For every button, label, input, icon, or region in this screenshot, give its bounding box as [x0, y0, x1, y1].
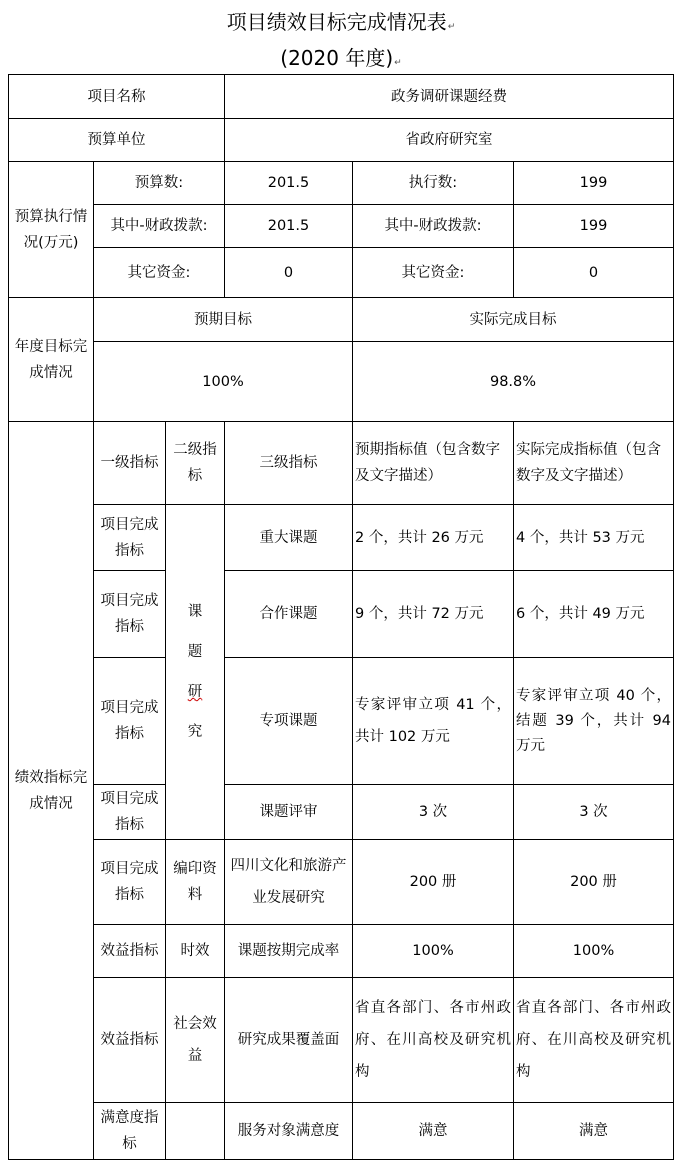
- level3-cell: 四川文化和旅游产业发展研究: [225, 840, 353, 925]
- level1-cell: 满意度指标: [94, 1103, 166, 1160]
- table-row: [9, 342, 674, 422]
- performance-table: [8, 74, 674, 1160]
- level1-cell: 效益指标: [94, 978, 166, 1103]
- research-group-label: [188, 592, 203, 752]
- header-actual: 实际完成指标值（包含数字及文字描述）: [514, 422, 674, 505]
- budget-value: 0: [514, 248, 674, 298]
- level1-cell: 项目完成指标: [94, 840, 166, 925]
- table-row: [9, 571, 674, 658]
- table-row: [9, 925, 674, 978]
- table-row: [9, 505, 674, 571]
- annual-expected-header: 预期目标: [94, 298, 353, 342]
- annual-actual-value: 98.8%: [353, 342, 674, 422]
- table-row: [9, 75, 674, 119]
- level1-cell: 项目完成指标: [94, 571, 166, 658]
- header-level2: 二级指标: [166, 422, 225, 505]
- level1-cell: 项目完成指标: [94, 785, 166, 840]
- project-name-value: 政务调研课题经费: [225, 75, 674, 119]
- level3-cell: 研究成果覆盖面: [225, 978, 353, 1103]
- table-row: [9, 248, 674, 298]
- actual-cell: 6 个，共计 49 万元: [514, 571, 674, 658]
- annual-actual-header: 实际完成目标: [353, 298, 674, 342]
- expected-cell: 满意: [353, 1103, 514, 1160]
- actual-cell: 100%: [514, 925, 674, 978]
- table-row: [9, 840, 674, 925]
- level1-cell: 项目完成指标: [94, 658, 166, 785]
- header-level1: 一级指标: [94, 422, 166, 505]
- level2-cell: 时效: [166, 925, 225, 978]
- actual-cell: 满意: [514, 1103, 674, 1160]
- research-char: 题: [187, 644, 203, 660]
- actual-cell: 3 次: [514, 785, 674, 840]
- expected-cell: 9 个，共计 72 万元: [353, 571, 514, 658]
- paragraph-mark-icon: ↵: [394, 58, 402, 68]
- project-name-label: 项目名称: [9, 75, 225, 119]
- actual-cell: 4 个，共计 53 万元: [514, 505, 674, 571]
- page-subtitle: [0, 44, 682, 77]
- table-row: [9, 785, 674, 840]
- header-expected: 预期指标值（包含数字及文字描述）: [353, 422, 514, 505]
- expected-cell: 专家评审立项 41 个，共计 102 万元: [353, 658, 514, 785]
- paragraph-mark-icon: ↵: [447, 22, 456, 32]
- budget-unit-value: 省政府研究室: [225, 119, 674, 162]
- level3-cell: 服务对象满意度: [225, 1103, 353, 1160]
- header-level3: 三级指标: [225, 422, 353, 505]
- budget-section-label: 预算执行情况(万元): [9, 162, 94, 298]
- page-title: [0, 8, 682, 41]
- table-row: [9, 658, 674, 785]
- title-text: 项目绩效目标完成情况表: [226, 10, 447, 34]
- table-row: [9, 298, 674, 342]
- expected-cell: 100%: [353, 925, 514, 978]
- expected-cell: 3 次: [353, 785, 514, 840]
- research-group-cell: [166, 505, 225, 840]
- level3-cell: 课题按期完成率: [225, 925, 353, 978]
- level2-cell: [166, 1103, 225, 1160]
- budget-label: 其中-财政拨款:: [353, 205, 514, 248]
- research-char: 研: [187, 684, 203, 700]
- budget-label: 其它资金:: [353, 248, 514, 298]
- budget-label: 预算数:: [94, 162, 225, 205]
- expected-cell: 2 个，共计 26 万元: [353, 505, 514, 571]
- expected-cell: 省直各部门、各市州政府、在川高校及研究机构: [353, 978, 514, 1103]
- table-row: [9, 422, 674, 505]
- budget-label: 其它资金:: [94, 248, 225, 298]
- budget-unit-label: 预算单位: [9, 119, 225, 162]
- level3-cell: 合作课题: [225, 571, 353, 658]
- level2-cell: 社会效益: [166, 978, 225, 1103]
- research-char: 课: [187, 604, 203, 620]
- subtitle-text: (2020 年度): [280, 46, 394, 70]
- budget-label: 执行数:: [353, 162, 514, 205]
- level3-cell: 重大课题: [225, 505, 353, 571]
- budget-value: 199: [514, 162, 674, 205]
- annual-expected-value: 100%: [94, 342, 353, 422]
- budget-label: 其中-财政拨款:: [94, 205, 225, 248]
- budget-value: 201.5: [225, 205, 353, 248]
- actual-cell: 200 册: [514, 840, 674, 925]
- budget-value: 0: [225, 248, 353, 298]
- table-row: [9, 205, 674, 248]
- level1-cell: 项目完成指标: [94, 505, 166, 571]
- level1-cell: 效益指标: [94, 925, 166, 978]
- performance-section-label: 绩效指标完成情况: [9, 422, 94, 1160]
- budget-value: 201.5: [225, 162, 353, 205]
- level3-cell: 课题评审: [225, 785, 353, 840]
- table-row: [9, 1103, 674, 1160]
- research-char: 究: [187, 724, 203, 740]
- table-row: [9, 162, 674, 205]
- actual-cell: 省直各部门、各市州政府、在川高校及研究机构: [514, 978, 674, 1103]
- expected-cell: 200 册: [353, 840, 514, 925]
- level2-cell: 编印资料: [166, 840, 225, 925]
- table-row: [9, 119, 674, 162]
- actual-cell: 专家评审立项 40 个，结题 39 个，共计 94 万元: [514, 658, 674, 785]
- annual-section-label: 年度目标完成情况: [9, 298, 94, 422]
- budget-value: 199: [514, 205, 674, 248]
- table-row: [9, 978, 674, 1103]
- level3-cell: 专项课题: [225, 658, 353, 785]
